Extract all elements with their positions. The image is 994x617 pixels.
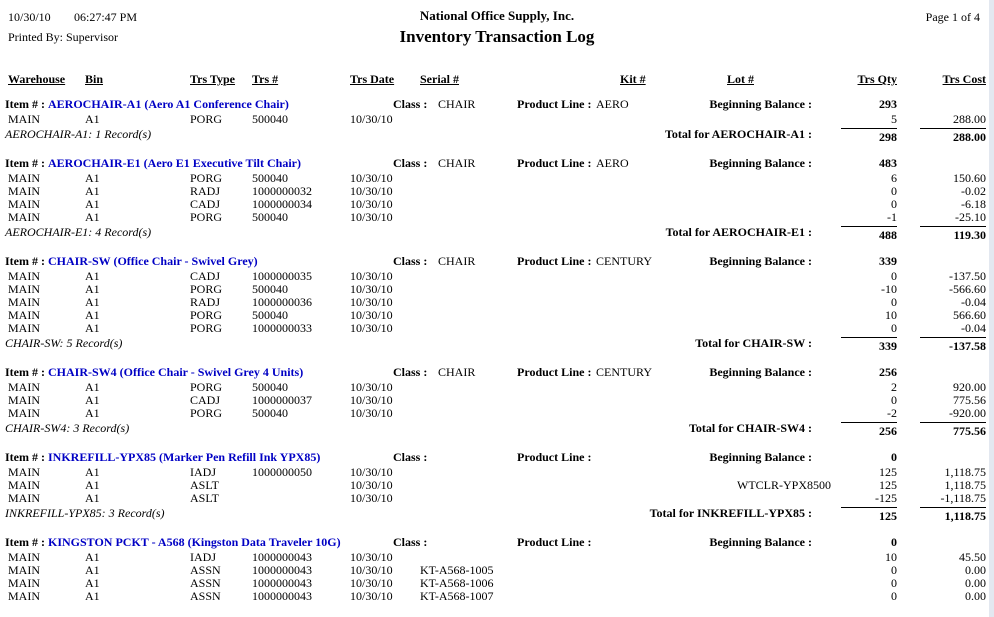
trs-number-cell: 1000000043: [252, 576, 312, 590]
trs-number-cell: 1000000043: [252, 563, 312, 577]
product-line-value: CENTURY: [596, 254, 653, 268]
trs-number-cell: 1000000037: [252, 393, 312, 407]
trs-qty-cell: 0: [891, 197, 897, 211]
warehouse-cell: MAIN: [8, 393, 40, 407]
trs-cost-cell: 150.60: [953, 171, 986, 185]
trs-date-cell: 10/30/10: [350, 406, 393, 420]
trs-cost-cell: -0.04: [961, 295, 986, 309]
trs-type-cell: PORG: [190, 321, 223, 335]
trs-qty-cell: 0: [891, 589, 897, 603]
trs-type-cell: ASLT: [190, 478, 219, 492]
bin-cell: A1: [85, 380, 100, 394]
transaction-row: [0, 590, 994, 603]
record-count: INKREFILL-YPX85: 3 Record(s): [5, 506, 165, 520]
trs-qty-cell: 125: [879, 478, 897, 492]
transaction-row: [0, 113, 994, 126]
trs-type-cell: PORG: [190, 308, 223, 322]
transaction-row: [0, 394, 994, 407]
total-cost: 1,118.75: [920, 507, 986, 523]
trs-type-cell: PORG: [190, 282, 223, 296]
serial-cell: KT-A568-1005: [420, 563, 494, 577]
trs-type-cell: ASSN: [190, 563, 221, 577]
trs-number-cell: 500040: [252, 171, 288, 185]
transaction-row: [0, 322, 994, 335]
total-cost: -137.58: [920, 337, 986, 353]
bin-cell: A1: [85, 321, 100, 335]
trs-cost-cell: 45.50: [959, 550, 986, 564]
record-count: CHAIR-SW: 5 Record(s): [5, 336, 123, 350]
trs-qty-cell: 0: [891, 269, 897, 283]
item-header-row: [0, 365, 994, 381]
beginning-balance-label: Beginning Balance :: [709, 450, 812, 464]
bin-cell: A1: [85, 308, 100, 322]
warehouse-cell: MAIN: [8, 380, 40, 394]
item-group: [0, 254, 994, 358]
trs-cost-cell: 288.00: [953, 112, 986, 126]
trs-type-cell: PORG: [190, 112, 223, 126]
trs-qty-cell: -2: [887, 406, 897, 420]
report-title: Inventory Transaction Log: [399, 27, 595, 46]
transaction-row: [0, 466, 994, 479]
warehouse-cell: MAIN: [8, 550, 40, 564]
col-header-lot: Lot #: [727, 72, 754, 86]
transaction-row: [0, 381, 994, 394]
trs-date-cell: 10/30/10: [350, 184, 393, 198]
class-label: Class :: [393, 535, 428, 549]
trs-type-cell: ASLT: [190, 491, 219, 505]
warehouse-cell: MAIN: [8, 269, 40, 283]
trs-qty-cell: 0: [891, 295, 897, 309]
item-link[interactable]: CHAIR-SW (Office Chair - Swivel Grey): [48, 254, 258, 268]
bin-cell: A1: [85, 197, 100, 211]
bin-cell: A1: [85, 491, 100, 505]
trs-number-cell: 1000000036: [252, 295, 312, 309]
trs-qty-cell: -1: [887, 210, 897, 224]
trs-qty-cell: 0: [891, 563, 897, 577]
warehouse-cell: MAIN: [8, 563, 40, 577]
product-line-value: AERO: [596, 97, 629, 111]
transaction-rows: [0, 466, 994, 505]
report-time: 06:27:47 PM: [74, 10, 138, 24]
item-group: [0, 535, 994, 603]
lot-cell: WTCLR-YPX8500: [737, 478, 831, 492]
warehouse-cell: MAIN: [8, 589, 40, 603]
group-total-row: [0, 226, 994, 247]
total-label: Total for CHAIR-SW :: [695, 336, 812, 350]
warehouse-cell: MAIN: [8, 491, 40, 505]
item-group: [0, 156, 994, 247]
class-label: Class :: [393, 450, 428, 464]
total-label: Total for INKREFILL-YPX85 :: [649, 506, 812, 520]
record-count: CHAIR-SW4: 3 Record(s): [5, 421, 130, 435]
printed-by: Printed By: Supervisor: [8, 30, 118, 44]
transaction-rows: [0, 172, 994, 224]
trs-date-cell: 10/30/10: [350, 491, 393, 505]
group-total-row: [0, 337, 994, 358]
trs-qty-cell: 2: [891, 380, 897, 394]
trs-number-cell: 500040: [252, 210, 288, 224]
trs-date-cell: 10/30/10: [350, 478, 393, 492]
bin-cell: A1: [85, 393, 100, 407]
trs-date-cell: 10/30/10: [350, 563, 393, 577]
trs-date-cell: 10/30/10: [350, 171, 393, 185]
transaction-row: [0, 296, 994, 309]
product-line-label: Product Line :: [517, 535, 592, 549]
trs-cost-cell: -0.02: [961, 184, 986, 198]
product-line-label: Product Line :: [517, 97, 592, 111]
col-header-kit: Kit #: [620, 72, 646, 86]
trs-number-cell: 1000000043: [252, 550, 312, 564]
col-header-trs-qty: Trs Qty: [857, 72, 897, 86]
product-line-value: AERO: [596, 156, 629, 170]
bin-cell: A1: [85, 269, 100, 283]
trs-qty-cell: 0: [891, 576, 897, 590]
item-number-label: Item # :: [5, 156, 45, 170]
transaction-row: [0, 407, 994, 420]
trs-date-cell: 10/30/10: [350, 576, 393, 590]
report-date: 10/30/10: [8, 10, 51, 24]
trs-number-cell: 500040: [252, 308, 288, 322]
warehouse-cell: MAIN: [8, 197, 40, 211]
bin-cell: A1: [85, 112, 100, 126]
trs-cost-cell: 0.00: [965, 563, 986, 577]
total-qty: 256: [841, 422, 897, 438]
trs-date-cell: 10/30/10: [350, 197, 393, 211]
item-group: [0, 97, 994, 149]
item-header-row: [0, 450, 994, 466]
trs-qty-cell: 0: [891, 321, 897, 335]
trs-cost-cell: -137.50: [949, 269, 986, 283]
total-label: Total for AEROCHAIR-E1 :: [665, 225, 812, 239]
item-header-row: [0, 97, 994, 113]
report-header: [0, 0, 994, 64]
product-line-value: CENTURY: [596, 365, 653, 379]
col-header-bin: Bin: [85, 72, 104, 86]
trs-cost-cell: -0.04: [961, 321, 986, 335]
class-label: Class :: [393, 365, 428, 379]
trs-number-cell: 1000000035: [252, 269, 312, 283]
item-header-row: [0, 535, 994, 551]
total-cost: 288.00: [920, 128, 986, 144]
bin-cell: A1: [85, 282, 100, 296]
warehouse-cell: MAIN: [8, 112, 40, 126]
trs-date-cell: 10/30/10: [350, 465, 393, 479]
beginning-balance-value: 0: [891, 450, 897, 464]
total-label: Total for AEROCHAIR-A1 :: [664, 127, 812, 141]
beginning-balance-label: Beginning Balance :: [709, 535, 812, 549]
col-header-trs-type: Trs Type: [190, 72, 236, 86]
trs-cost-cell: 920.00: [953, 380, 986, 394]
warehouse-cell: MAIN: [8, 184, 40, 198]
trs-number-cell: 1000000050: [252, 465, 312, 479]
class-value: CHAIR: [438, 97, 476, 111]
bin-cell: A1: [85, 478, 100, 492]
trs-type-cell: CADJ: [190, 393, 221, 407]
trs-date-cell: 10/30/10: [350, 321, 393, 335]
trs-date-cell: 10/30/10: [350, 550, 393, 564]
item-link[interactable]: CHAIR-SW4 (Office Chair - Swivel Grey 4 Units): [48, 365, 304, 379]
transaction-rows: [0, 113, 994, 126]
class-value: CHAIR: [438, 254, 476, 268]
trs-cost-cell: 1,118.75: [944, 465, 986, 479]
beginning-balance-value: 256: [879, 365, 897, 379]
beginning-balance-label: Beginning Balance :: [709, 254, 812, 268]
transaction-row: [0, 198, 994, 211]
trs-cost-cell: -566.60: [949, 282, 986, 296]
product-line-label: Product Line :: [517, 450, 592, 464]
class-value: CHAIR: [438, 156, 476, 170]
beginning-balance-value: 339: [879, 254, 897, 268]
trs-number-cell: 1000000034: [252, 197, 312, 211]
trs-date-cell: 10/30/10: [350, 393, 393, 407]
trs-number-cell: 500040: [252, 406, 288, 420]
bin-cell: A1: [85, 406, 100, 420]
trs-number-cell: 500040: [252, 282, 288, 296]
report-body: [0, 97, 994, 603]
trs-date-cell: 10/30/10: [350, 210, 393, 224]
trs-cost-cell: -6.18: [961, 197, 986, 211]
bin-cell: A1: [85, 550, 100, 564]
item-header-row: [0, 156, 994, 172]
item-number-label: Item # :: [5, 450, 45, 464]
warehouse-cell: MAIN: [8, 282, 40, 296]
trs-type-cell: RADJ: [190, 295, 221, 309]
right-edge-strip: [989, 0, 994, 617]
item-link[interactable]: AEROCHAIR-A1 (Aero A1 Conference Chair): [48, 97, 289, 111]
item-number-label: Item # :: [5, 365, 45, 379]
warehouse-cell: MAIN: [8, 406, 40, 420]
trs-qty-cell: 125: [879, 465, 897, 479]
trs-qty-cell: 0: [891, 393, 897, 407]
warehouse-cell: MAIN: [8, 210, 40, 224]
trs-cost-cell: 0.00: [965, 576, 986, 590]
beginning-balance-label: Beginning Balance :: [709, 156, 812, 170]
trs-type-cell: CADJ: [190, 197, 221, 211]
trs-date-cell: 10/30/10: [350, 308, 393, 322]
trs-number-cell: 500040: [252, 112, 288, 126]
bin-cell: A1: [85, 589, 100, 603]
transaction-rows: [0, 270, 994, 335]
trs-type-cell: IADJ: [190, 550, 216, 564]
trs-number-cell: 1000000043: [252, 589, 312, 603]
warehouse-cell: MAIN: [8, 576, 40, 590]
transaction-row: [0, 577, 994, 590]
trs-number-cell: 1000000033: [252, 321, 312, 335]
transaction-row: [0, 492, 994, 505]
company-name: National Office Supply, Inc.: [419, 8, 575, 23]
col-header-trs-date: Trs Date: [350, 72, 395, 86]
trs-type-cell: IADJ: [190, 465, 216, 479]
trs-cost-cell: 0.00: [965, 589, 986, 603]
class-label: Class :: [393, 97, 428, 111]
transaction-row: [0, 211, 994, 224]
beginning-balance-value: 0: [891, 535, 897, 549]
bin-cell: A1: [85, 184, 100, 198]
trs-type-cell: PORG: [190, 171, 223, 185]
item-group: [0, 365, 994, 443]
warehouse-cell: MAIN: [8, 465, 40, 479]
transaction-row: [0, 172, 994, 185]
item-link[interactable]: INKREFILL-YPX85 (Marker Pen Refill Ink YPX85): [48, 450, 321, 464]
col-header-trs-num: Trs #: [252, 72, 279, 86]
total-qty: 488: [841, 226, 897, 242]
beginning-balance-value: 293: [879, 97, 897, 111]
transaction-rows: [0, 551, 994, 603]
bin-cell: A1: [85, 576, 100, 590]
trs-cost-cell: 566.60: [953, 308, 986, 322]
bin-cell: A1: [85, 210, 100, 224]
transaction-row: [0, 479, 994, 492]
item-header-row: [0, 254, 994, 270]
trs-type-cell: PORG: [190, 406, 223, 420]
trs-type-cell: RADJ: [190, 184, 221, 198]
total-cost: 775.56: [920, 422, 986, 438]
bin-cell: A1: [85, 171, 100, 185]
trs-qty-cell: 0: [891, 184, 897, 198]
trs-type-cell: PORG: [190, 210, 223, 224]
serial-cell: KT-A568-1006: [420, 576, 494, 590]
trs-number-cell: 500040: [252, 380, 288, 394]
item-link[interactable]: AEROCHAIR-E1 (Aero E1 Executive Tilt Chair): [48, 156, 301, 170]
product-line-label: Product Line :: [517, 254, 592, 268]
item-number-label: Item # :: [5, 97, 45, 111]
item-number-label: Item # :: [5, 535, 45, 549]
bin-cell: A1: [85, 295, 100, 309]
trs-date-cell: 10/30/10: [350, 282, 393, 296]
transaction-row: [0, 185, 994, 198]
transaction-row: [0, 270, 994, 283]
trs-cost-cell: 1,118.75: [944, 478, 986, 492]
trs-date-cell: 10/30/10: [350, 589, 393, 603]
trs-qty-cell: -10: [881, 282, 897, 296]
trs-qty-cell: 10: [885, 550, 897, 564]
transaction-row: [0, 283, 994, 296]
class-value: CHAIR: [438, 365, 476, 379]
warehouse-cell: MAIN: [8, 321, 40, 335]
bin-cell: A1: [85, 465, 100, 479]
trs-date-cell: 10/30/10: [350, 380, 393, 394]
transaction-row: [0, 309, 994, 322]
trs-type-cell: CADJ: [190, 269, 221, 283]
group-total-row: [0, 128, 994, 149]
class-label: Class :: [393, 254, 428, 268]
transaction-rows: [0, 381, 994, 420]
serial-cell: KT-A568-1007: [420, 589, 494, 603]
trs-qty-cell: 10: [885, 308, 897, 322]
warehouse-cell: MAIN: [8, 295, 40, 309]
trs-qty-cell: 6: [891, 171, 897, 185]
warehouse-cell: MAIN: [8, 478, 40, 492]
warehouse-cell: MAIN: [8, 308, 40, 322]
transaction-row: [0, 551, 994, 564]
trs-qty-cell: 5: [891, 112, 897, 126]
product-line-label: Product Line :: [517, 365, 592, 379]
group-total-row: [0, 422, 994, 443]
trs-type-cell: ASSN: [190, 589, 221, 603]
total-qty: 339: [841, 337, 897, 353]
record-count: AEROCHAIR-E1: 4 Record(s): [5, 225, 152, 239]
trs-type-cell: ASSN: [190, 576, 221, 590]
trs-type-cell: PORG: [190, 380, 223, 394]
group-total-row: [0, 507, 994, 528]
total-qty: 125: [841, 507, 897, 523]
beginning-balance-label: Beginning Balance :: [709, 365, 812, 379]
col-header-trs-cost: Trs Cost: [942, 72, 986, 86]
trs-cost-cell: -25.10: [955, 210, 986, 224]
total-label: Total for CHAIR-SW4 :: [688, 421, 812, 435]
column-header-row: [0, 72, 994, 90]
class-label: Class :: [393, 156, 428, 170]
trs-cost-cell: -920.00: [949, 406, 986, 420]
item-link[interactable]: KINGSTON PCKT - A568 (Kingston Data Traveler 10G): [48, 535, 341, 549]
col-header-warehouse: Warehouse: [8, 72, 66, 86]
trs-date-cell: 10/30/10: [350, 112, 393, 126]
page-indicator: Page 1 of 4: [925, 10, 980, 24]
transaction-row: [0, 564, 994, 577]
trs-number-cell: 1000000032: [252, 184, 312, 198]
total-cost: 119.30: [920, 226, 986, 242]
record-count: AEROCHAIR-A1: 1 Record(s): [5, 127, 152, 141]
bin-cell: A1: [85, 563, 100, 577]
trs-cost-cell: -1,118.75: [940, 491, 986, 505]
trs-cost-cell: 775.56: [953, 393, 986, 407]
item-group: [0, 450, 994, 528]
trs-date-cell: 10/30/10: [350, 295, 393, 309]
item-number-label: Item # :: [5, 254, 45, 268]
total-qty: 298: [841, 128, 897, 144]
trs-date-cell: 10/30/10: [350, 269, 393, 283]
col-header-serial: Serial #: [420, 72, 459, 86]
beginning-balance-label: Beginning Balance :: [709, 97, 812, 111]
product-line-label: Product Line :: [517, 156, 592, 170]
trs-qty-cell: -125: [875, 491, 897, 505]
beginning-balance-value: 483: [879, 156, 897, 170]
warehouse-cell: MAIN: [8, 171, 40, 185]
